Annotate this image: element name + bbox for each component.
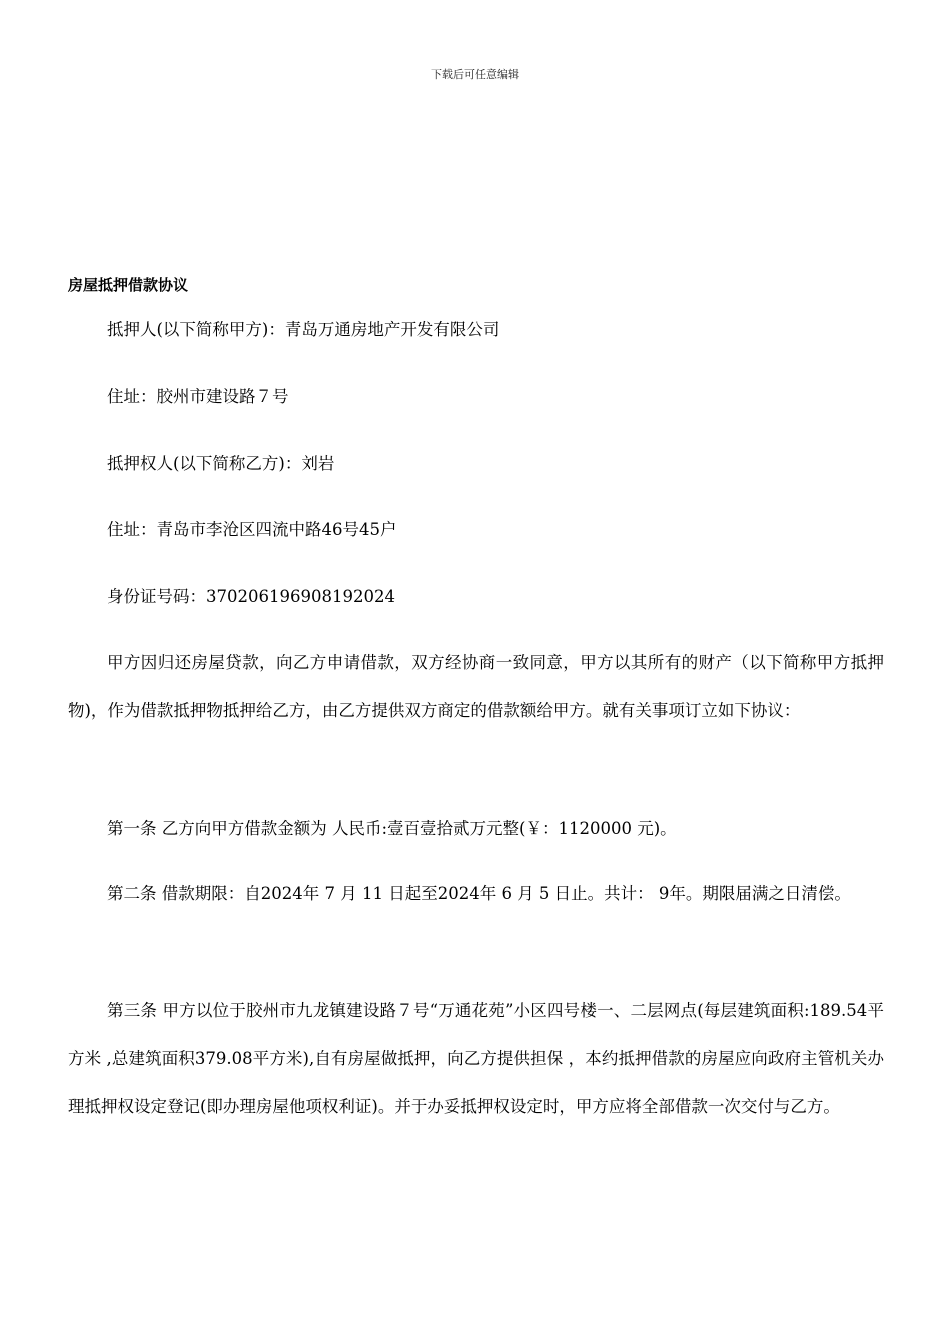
article-1-paragraph: 第一条 乙方向甲方借款金额为 人民币:壹百壹拾贰万元整(￥：1120000 元)。: [107, 819, 677, 838]
mortgagee-address-line: 住址：青岛市李沧区四流中路46号45户: [107, 520, 397, 539]
mortgagor-address-line: 住址：胶州市建设路７号: [107, 387, 289, 406]
article-2-paragraph: 第二条 借款期限：自2024年 7 月 11 日起至2024年 6 月 5 日止。共计： 9年。期限届满之日清偿。: [107, 884, 851, 903]
document-title: 房屋抵押借款协议: [68, 276, 189, 294]
id-number-line: 身份证号码：370206196908192024: [107, 587, 395, 606]
preamble-paragraph: 甲方因归还房屋贷款，向乙方申请借款，双方经协商一致同意，甲方以其所有的财产（以下简称甲方抵押物)，作为借款抵押物抵押给乙方，由乙方提供双方商定的借款额给甲方。就有关事项订立如下协议：: [68, 653, 884, 720]
article-3-paragraph: 第三条 甲方以位于胶州市九龙镇建设路７号“万通花苑”小区四号楼一、二层网点(每层建筑面积:189.54平方米 ,总建筑面积379.08平方米),自有房屋做抵押，向乙方提供担保 ，本约抵押借款的房屋应向政府主管机关办理抵押权设定登记(即办理房屋他项权利证)。并于办妥抵押权设定时，甲方应将全部借款一次交付与乙方。: [68, 1001, 884, 1116]
mortgagee-line: 抵押权人(以下简称乙方)：刘岩: [107, 454, 335, 473]
header-note: 下载后可任意编辑: [431, 68, 519, 81]
mortgagor-line: 抵押人(以下简称甲方)：青岛万通房地产开发有限公司: [107, 320, 500, 339]
